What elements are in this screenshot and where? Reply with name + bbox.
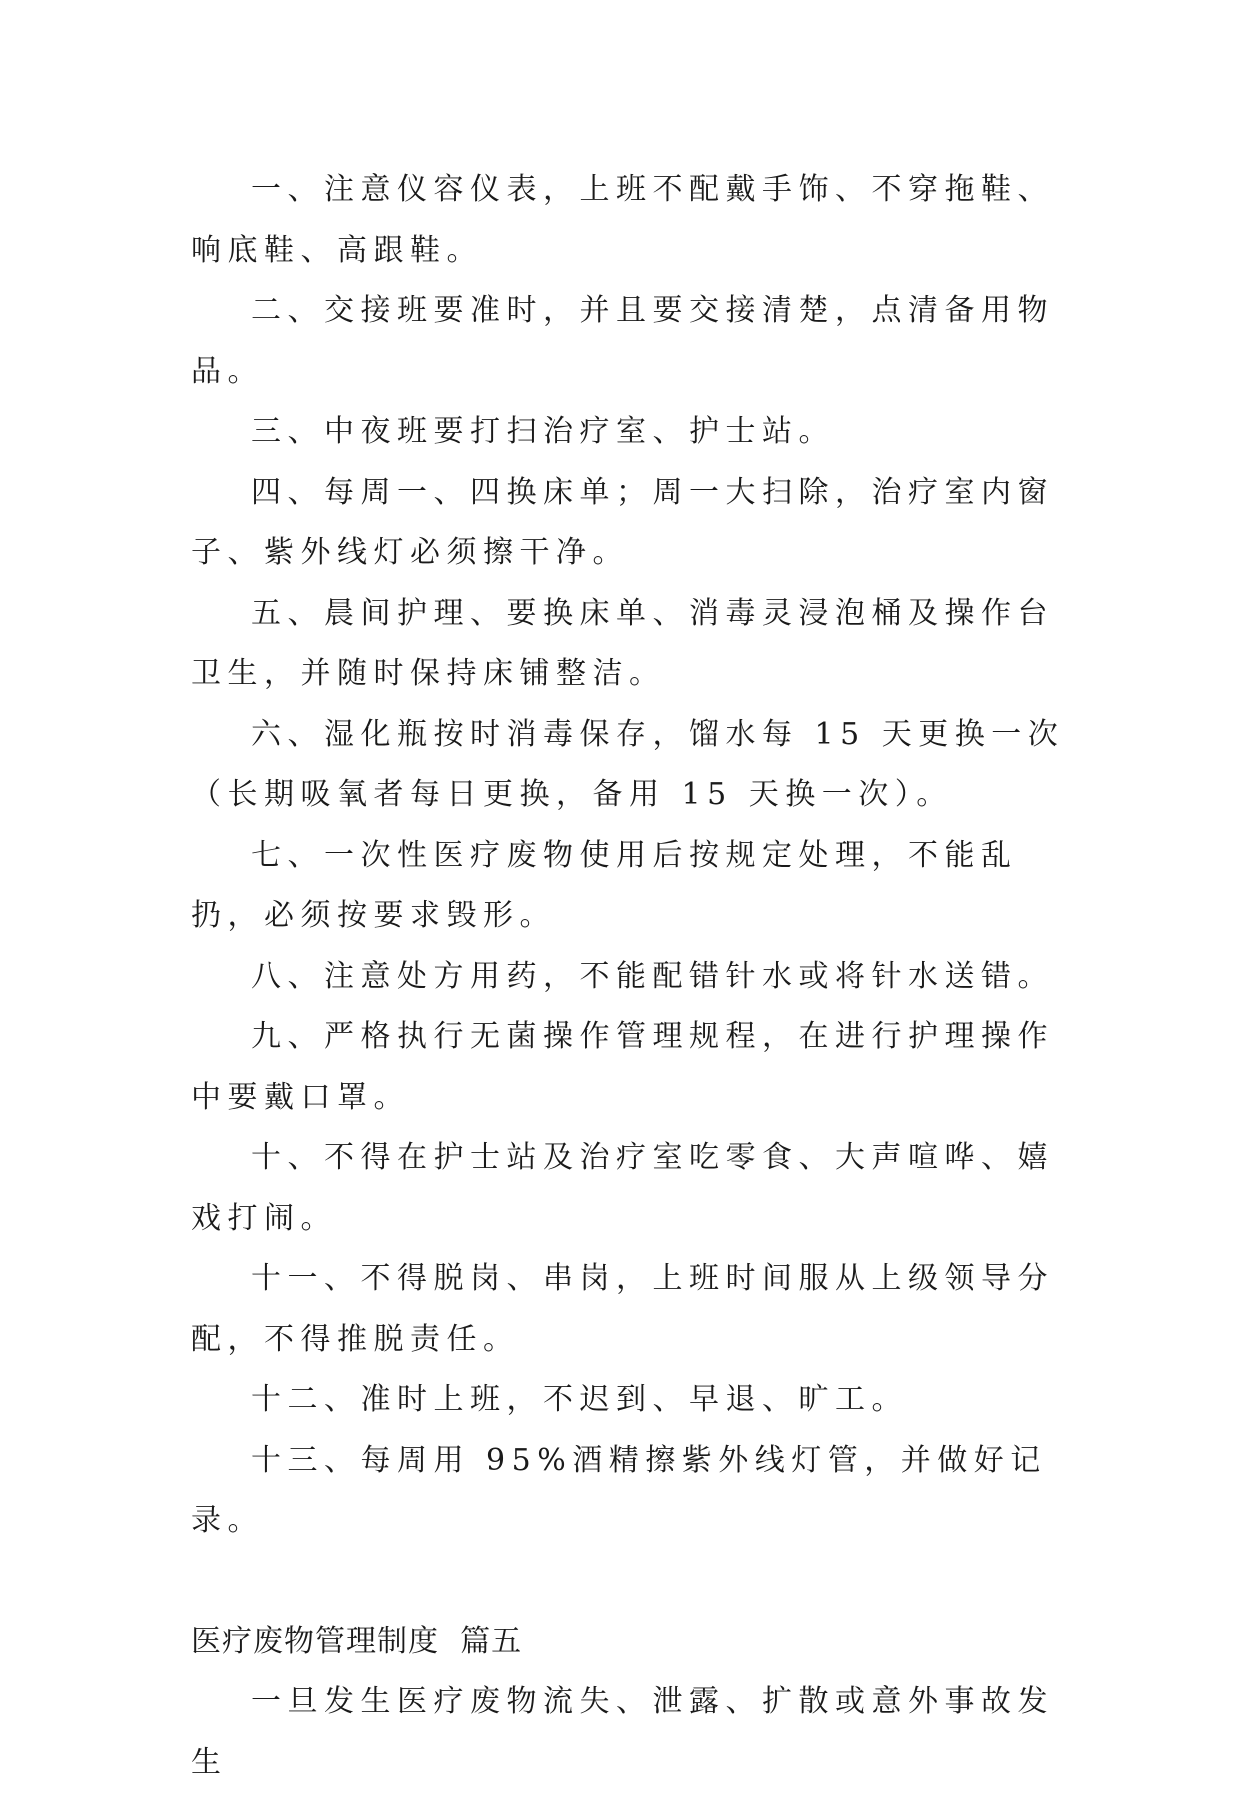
rule-13: 十三、每周用 95%酒精擦紫外线灯管，并做好记录。 [191,1442,1047,1538]
rule-8: 八、注意处方用药，不能配错针水或将针水送错。 [251,958,1054,994]
rule-12: 十二、准时上班，不迟到、早退、旷工。 [251,1382,908,1417]
rule-10: 十、不得在护士站及治疗室吃零食、大声喧哗、嬉戏打闹。 [191,1140,1054,1236]
rule-5: 五、晨间护理、要换床单、消毒灵浸泡桶及操作台卫生，并随时保持床铺整洁。 [191,595,1054,691]
rule-11: 十一、不得脱岗、串岗，上班时间服从上级领导分配，不得推脱责任。 [191,1261,1054,1357]
section-first-paragraph: 一旦发生医疗废物流失、泄露、扩散或意外事故发生 [191,1684,1054,1780]
rule-9: 九、严格执行无菌操作管理规程，在进行护理操作中要戴口罩。 [191,1019,1054,1115]
section-heading: 医疗废物管理制度 篇五 [191,1623,523,1659]
rule-7: 七、一次性医疗废物使用后按规定处理，不能乱扔，必须按要求毁形。 [191,837,1018,933]
rule-6: 六、湿化瓶按时消毒保存，馏水每 15 天更换一次（长期吸氧者每日更换，备用 15 天换一次）。 [191,716,1065,812]
rule-1: 一、注意仪容仪表，上班不配戴手饰、不穿拖鞋、响底鞋、高跟鞋。 [191,172,1054,268]
rule-3: 三、中夜班要打扫治疗室、护士站。 [251,414,835,449]
rule-4: 四、每周一、四换床单；周一大扫除，治疗室内窗子、紫外线灯必须擦干净。 [191,474,1054,570]
document-body [191,160,1071,1793]
rule-2: 二、交接班要准时，并且要交接清楚，点清备用物品。 [191,293,1054,389]
